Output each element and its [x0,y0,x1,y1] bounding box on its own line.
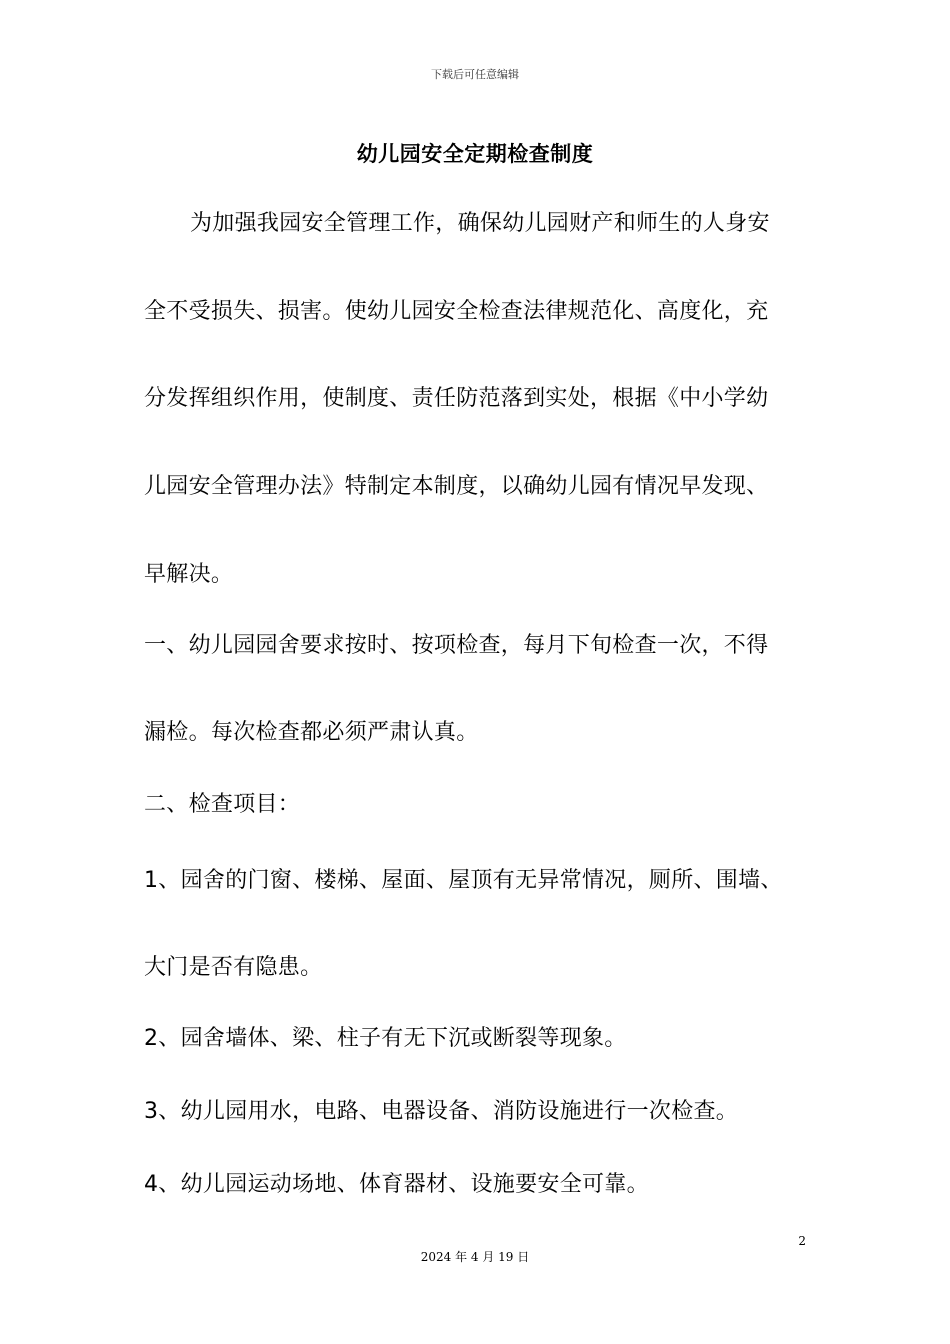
header-note: 下载后可任意编辑 [431,68,519,81]
section-one-line-2: 漏检。每次检查都必须严肃认真。 [144,720,479,745]
paragraph-line-1: 为加强我园安全管理工作，确保幼儿园财产和师生的人身安 [190,211,770,236]
item-4: 4、幼儿园运动场地、体育器材、设施要安全可靠。 [144,1172,649,1197]
paragraph-line-3: 分发挥组织作用，使制度、责任防范落到实处，根据《中小学幼 [144,386,769,411]
paragraph-line-4: 儿园安全管理办法》特制定本制度，以确幼儿园有情况早发现、 [144,474,769,499]
item-1-line-1: 1、园舍的门窗、楼梯、屋面、屋顶有无异常情况，厕所、围墙、 [144,868,783,893]
item-2: 2、园舍墙体、梁、柱子有无下沉或断裂等现象。 [144,1026,627,1051]
section-two-heading: 二、检查项目： [144,792,301,817]
document-title: 幼儿园安全定期检查制度 [356,142,594,166]
item-1-line-2: 大门是否有隐患。 [144,955,323,980]
item-3: 3、幼儿园用水，电路、电器设备、消防设施进行一次检查。 [144,1099,739,1124]
page-number: 2 [798,1234,806,1248]
footer-date: 2024 年 4 月 19 日 [420,1250,530,1264]
paragraph-line-5: 早解决。 [144,562,234,587]
paragraph-line-2: 全不受损失、损害。使幼儿园安全检查法律规范化、高度化，充 [144,299,769,324]
section-one-line-1: 一、幼儿园园舍要求按时、按项检查，每月下旬检查一次，不得 [144,633,769,658]
